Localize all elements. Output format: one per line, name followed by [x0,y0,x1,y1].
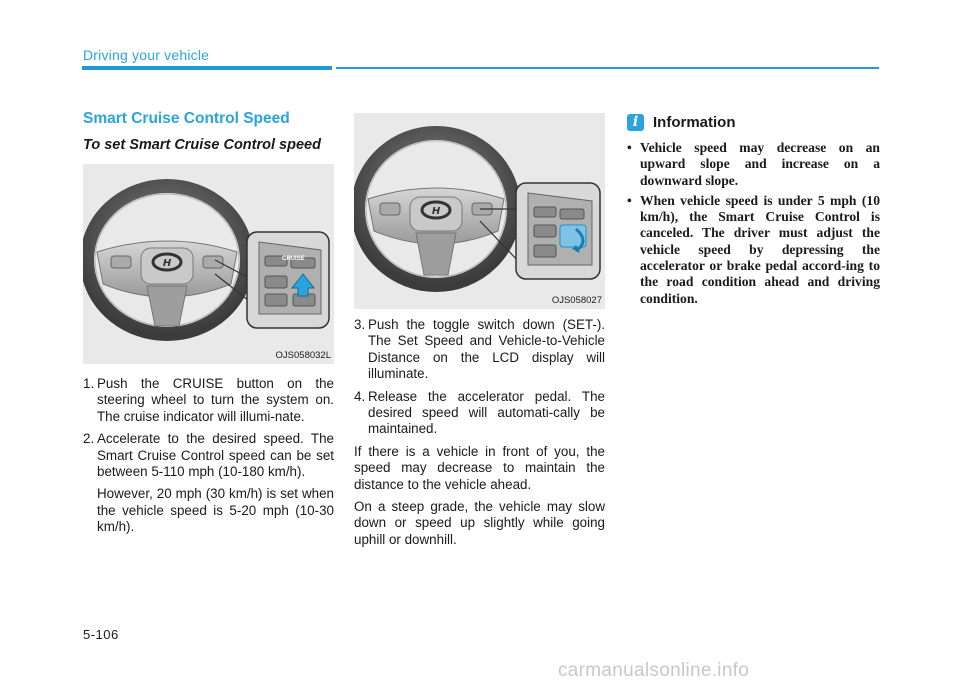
watermark: carmanualsonline.info [558,660,750,681]
info-title: Information [653,114,736,131]
step-3: 3. Push the toggle switch down (SET-). The Set Speed and Vehicle-to-Vehicle Distance on the LCD display will illuminate. [354,317,605,382]
column-middle [354,110,605,554]
steering-wheel-figure-cruise [83,164,334,364]
step-1: 1. Push the CRUISE button on the steering wheel to turn the system on. The cruise indicator will illumi-nate. [83,376,334,424]
cruise-button-label: CRUISE [282,256,305,262]
step-2: 2. Accelerate to the desired speed. The Smart Cruise Control speed can be set between 5-110 mph (10-180 km/h). [83,431,334,480]
section-header: Driving your vehicle [83,47,210,63]
svg-text:H: H [162,258,172,269]
info-bullet: • Vehicle speed may decrease on an upward slope and increase on a downward slope. [627,140,880,188]
steering-wheel-illustration [83,164,334,364]
paragraph-vehicle-ahead: If there is a vehicle in front of you, the speed may decrease to maintain the distance to the vehicle ahead. [354,443,605,492]
page-number: 5-106 [83,627,119,642]
steering-wheel-figure-set [354,113,605,309]
section-title: Smart Cruise Control Speed [83,110,290,127]
figure-caption: OJS058027 [551,295,602,306]
step-4: 4. Release the accelerator pedal. The desired speed will automati-cally be maintained. [354,388,605,437]
paragraph-steep-grade: On a steep grade, the vehicle may slow down or speed up slightly while going uphill or downhill. [354,499,605,547]
info-box [627,114,880,311]
svg-text:H: H [431,206,441,217]
header-rule-thick [82,66,332,70]
column-left [83,110,334,542]
info-bullet: • When vehicle speed is under 5 mph (10 km/h), the Smart Cruise Control is canceled. The driver must adjust the vehicle speed by depressing the accelerator or brake pedal accord-ing to the road condition ahead and driving condition. [627,192,880,306]
steering-wheel-illustration [354,113,605,309]
header-rule-thin [336,67,879,69]
section-subtitle: To set Smart Cruise Control speed [83,137,321,153]
figure-caption: OJS058032L [275,350,331,361]
step-2-note: However, 20 mph (30 km/h) is set when the vehicle speed is 5-20 mph (10-30 km/h). [97,486,334,535]
info-header [627,114,880,131]
information-icon: i [627,114,644,131]
